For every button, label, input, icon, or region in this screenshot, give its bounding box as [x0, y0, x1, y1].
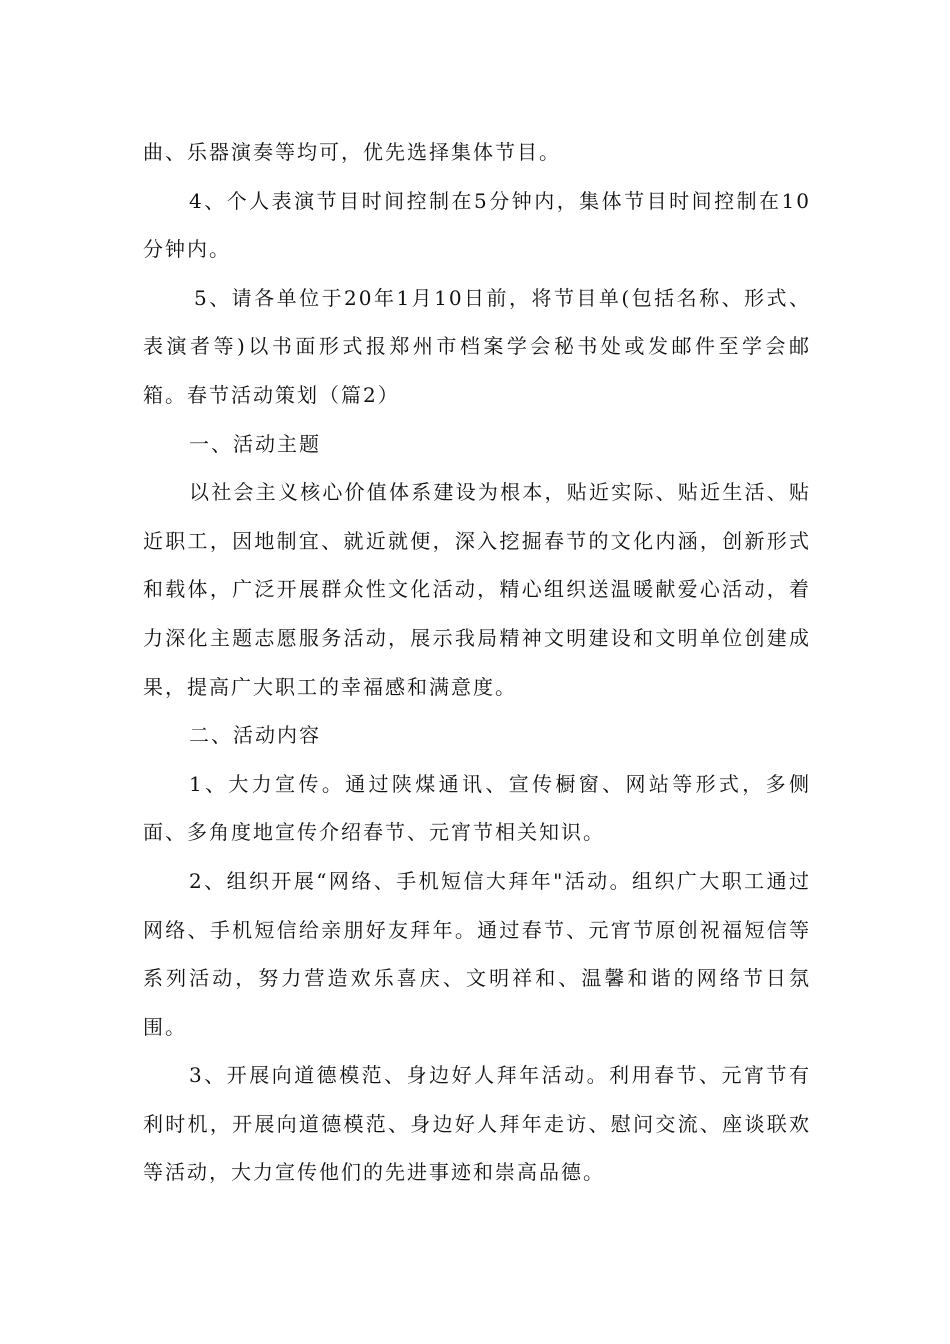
- paragraph-item-4: 4、个人表演节目时间控制在5分钟内，集体节目时间控制在10分钟内。: [143, 188, 811, 262]
- section-heading-content: 二、活动内容: [189, 723, 321, 748]
- paragraph-content-item-1: 1、大力宣传。通过陕煤通讯、宣传橱窗、网站等形式，多侧面、多角度地宣传介绍春节、元宵节相关知识。: [143, 771, 811, 845]
- paragraph-content-item-3: 3、开展向道德模范、身边好人拜年活动。利用春节、元宵节有利时机，开展向道德模范、身边好人拜年走访、慰问交流、座谈联欢等活动，大力宣传他们的先进事迹和崇高品德。: [143, 1063, 811, 1185]
- document-body: [143, 128, 811, 1197]
- paragraph-theme-body: 以社会主义核心价值体系建设为根本，贴近实际、贴近生活、贴近职工，因地制宜、就近就便，深入挖掘春节的文化内涵，创新形式和载体，广泛开展群众性文化活动，精心组织送温暖献爱心活动，着力深化主题志愿服务活动，展示我局精神文明建设和文明单位创建成果，提高广大职工的幸福感和满意度。: [143, 480, 811, 699]
- paragraph-item-5: 5、请各单位于20年1月10日前，将节目单(包括名称、形式、表演者等)以书面形式报郑州市档案学会秘书处或发邮件至学会邮箱。春节活动策划（篇2）: [143, 285, 811, 407]
- paragraph-continuation: 曲、乐器演奏等均可，优先选择集体节目。: [143, 140, 561, 164]
- paragraph-content-item-2: 2、组织开展“网络、手机短信大拜年"活动。组织广大职工通过网络、手机短信给亲朋好友拜年。通过春节、元宵节原创祝福短信等系列活动，努力营造欢乐喜庆、文明祥和、温馨和谐的网络节日氛围。: [143, 868, 811, 1039]
- section-heading-theme: 一、活动主题: [189, 431, 321, 456]
